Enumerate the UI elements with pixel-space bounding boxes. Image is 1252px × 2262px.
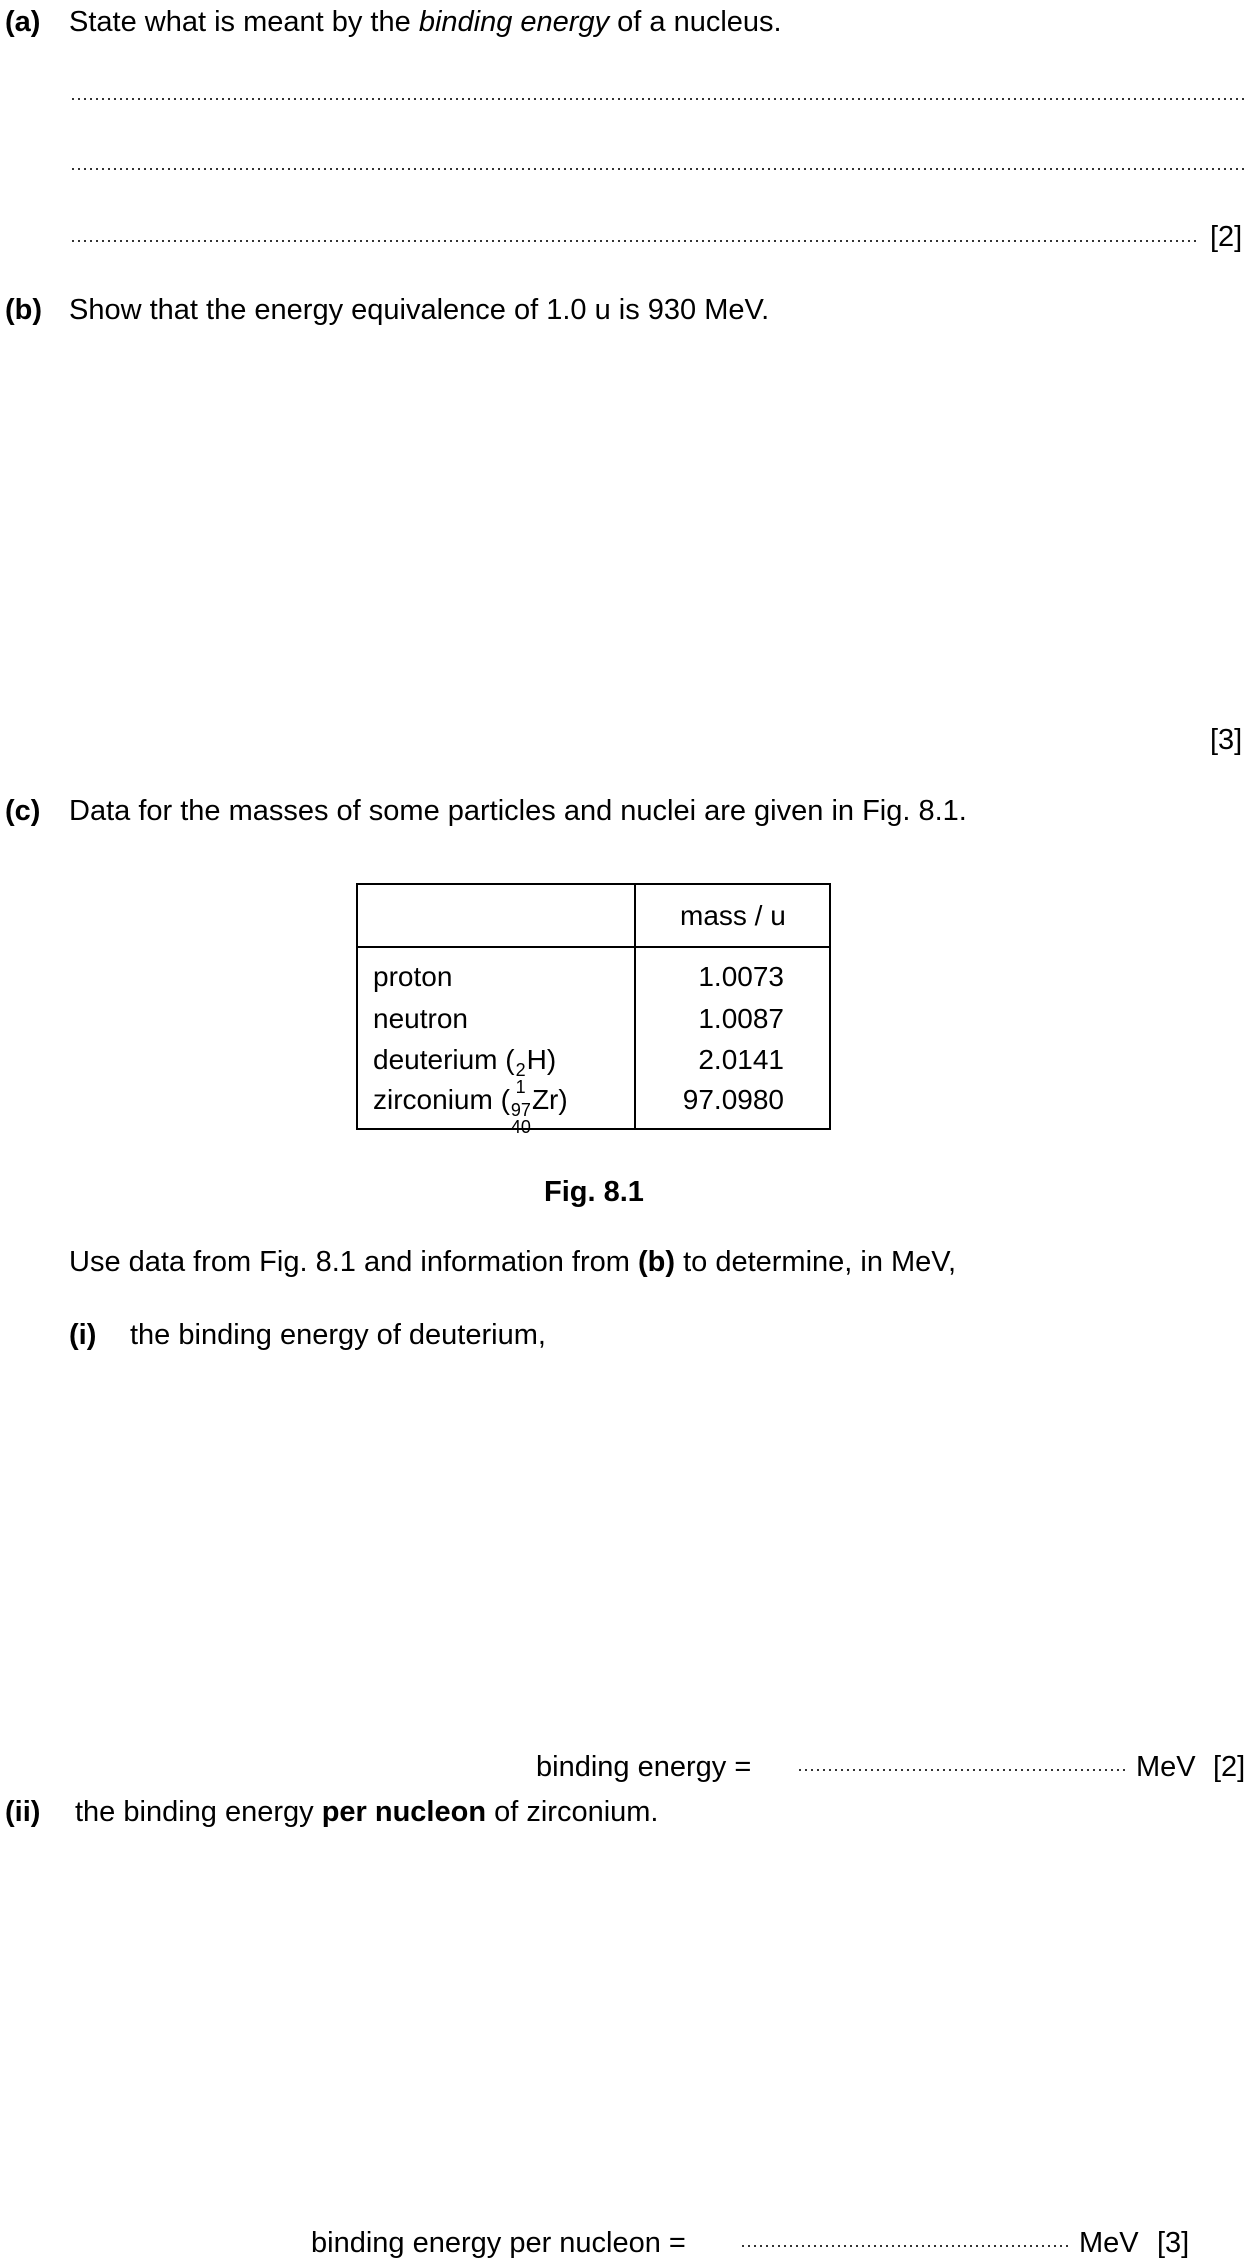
table-row-deuterium-value: 2.0141 [698, 1044, 784, 1075]
table-row-neutron-value: 1.0087 [698, 1003, 784, 1034]
sub-ii-marks: [3] [1157, 2227, 1190, 2259]
sub-i-unit: MeV [1136, 1751, 1196, 1783]
instruction-bold: (b) [637, 1246, 676, 1278]
table-row-zirconium-value: 97.0980 [682, 1084, 784, 1115]
part-c-instruction [69, 1248, 956, 1277]
sub-i-label: (i) [69, 1319, 97, 1351]
sub-i-text: the binding energy of deuterium, [130, 1319, 546, 1351]
answer-line-a3[interactable] [70, 239, 1200, 243]
answer-line-a1[interactable] [70, 97, 1244, 101]
zirconium-nuclide-numbers [511, 1102, 531, 1136]
part-b-text: Show that the energy equivalence of 1.0 u is 930 MeV. [69, 294, 770, 326]
zirconium-symbol: Zr [531, 1084, 559, 1115]
table-row-proton-value: 1.0073 [698, 961, 784, 992]
part-a-text-before: State what is meant by the [69, 6, 419, 38]
table-row-zirconium-name [373, 1086, 568, 1136]
mass-data-table [356, 883, 831, 1138]
zirconium-prefix: zirconium ( [373, 1084, 510, 1115]
sub-i-answer-line[interactable] [797, 1768, 1127, 1772]
deuterium-symbol: H [526, 1044, 547, 1075]
table-row-neutron-name: neutron [373, 1003, 468, 1034]
sub-ii-unit: MeV [1079, 2227, 1139, 2259]
sub-ii-answer-label: binding energy per nucleon = [311, 2227, 686, 2259]
sub-ii-answer-line[interactable] [740, 2244, 1070, 2248]
deuterium-suffix: ) [546, 1044, 557, 1075]
part-a-marks: [2] [1210, 221, 1243, 253]
table-row-proton-name: proton [373, 961, 453, 992]
part-a-question [69, 8, 782, 37]
sub-i-marks: [2] [1213, 1751, 1246, 1783]
sub-ii-question [75, 1798, 659, 1827]
part-c-text: Data for the masses of some particles and nuclei are given in Fig. 8.1. [69, 795, 967, 827]
zirconium-mass-number: 97 [510, 1100, 531, 1120]
zirconium-suffix: ) [558, 1084, 568, 1115]
part-b-marks: [3] [1210, 724, 1243, 756]
part-a-text-italic: binding energy [418, 6, 610, 38]
table-header-divider [358, 946, 829, 948]
part-a-text-after: of a nucleus. [609, 6, 782, 38]
instruction-after: to determine, in MeV, [675, 1246, 957, 1278]
part-c-label: (c) [5, 795, 41, 827]
sub-ii-label: (ii) [5, 1796, 41, 1828]
part-a-label: (a) [5, 6, 41, 38]
answer-line-a2[interactable] [70, 167, 1244, 171]
fig-caption: Fig. 8.1 [544, 1176, 644, 1208]
deuterium-atomic-number: 1 [515, 1077, 526, 1098]
instruction-before: Use data from Fig. 8.1 and information from [69, 1246, 638, 1278]
sub-ii-text-before: the binding energy [75, 1796, 322, 1828]
sub-i-answer-label: binding energy = [536, 1751, 752, 1783]
part-b-label: (b) [5, 294, 43, 326]
deuterium-prefix: deuterium ( [373, 1044, 515, 1075]
zirconium-atomic-number: 40 [510, 1117, 531, 1138]
sub-ii-text-after: of zirconium. [486, 1796, 659, 1828]
table-header-mass: mass / u [680, 900, 786, 931]
sub-ii-text-bold: per nucleon [321, 1796, 487, 1828]
table-column-divider [634, 885, 636, 1128]
deuterium-mass-number: 2 [515, 1060, 526, 1080]
